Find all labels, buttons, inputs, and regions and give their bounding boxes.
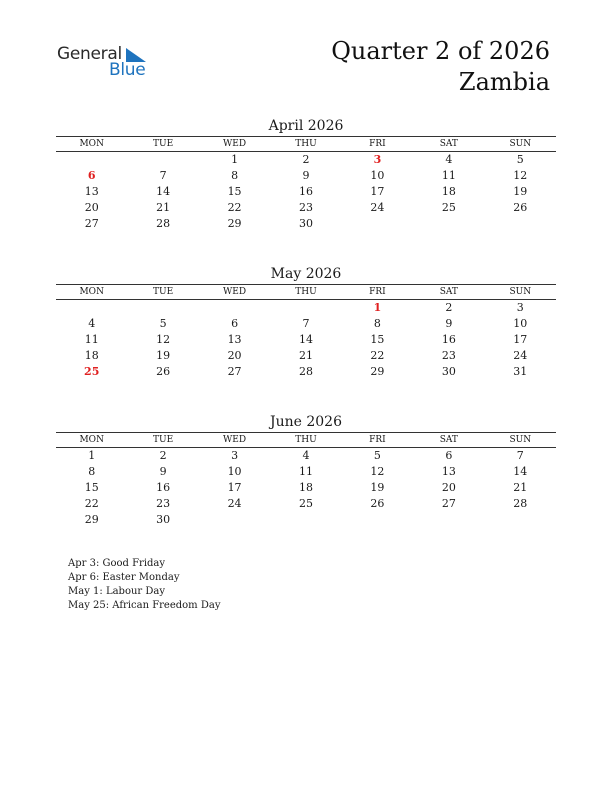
day-cell: 3 [516,301,524,314]
day-cell: 14 [513,465,528,478]
month-title: April 2026 [268,118,344,134]
empty-cell [56,152,127,168]
month-april [56,116,556,232]
day-cell: 12 [156,333,171,346]
weekday-label: SUN [509,435,532,445]
day-cell: 18 [441,185,456,198]
day-cell: 9 [159,465,167,478]
logo [57,44,157,80]
day-cell: 4 [88,317,96,330]
day-cell: 17 [370,185,385,198]
day-cell: 16 [298,185,313,198]
empty-cell [56,300,127,316]
day-cell: 1 [88,449,96,462]
day-cell: 21 [298,349,313,362]
weekday-label: THU [295,435,317,445]
day-cell: 30 [156,513,171,526]
day-cell: 10 [513,317,528,330]
day-cell: 14 [156,185,171,198]
day-cell: 25 [298,497,313,510]
weekday-label: FRI [369,287,386,297]
day-cell: 5 [516,153,524,166]
weekday-label: TUE [153,287,174,297]
weekday-label: FRI [369,139,386,149]
day-cell: 26 [370,497,385,510]
title-block [331,36,550,98]
day-cell: 24 [370,201,385,214]
day-cell: 23 [156,497,171,510]
day-cell: 26 [513,201,528,214]
month-june [56,412,556,528]
day-cell: 29 [227,217,242,230]
day-cell: 7 [302,317,310,330]
weekday-label: THU [295,139,317,149]
weekday-label: THU [295,287,317,297]
empty-cell [127,152,198,168]
logo-word-blue: Blue [109,60,146,80]
day-cell: 5 [373,449,381,462]
day-grid [56,152,556,232]
day-cell: 7 [159,169,167,182]
day-cell: 16 [441,333,456,346]
weekday-label: WED [223,139,247,149]
day-cell: 22 [370,349,385,362]
day-cell: 11 [84,333,99,346]
day-cell: 16 [156,481,171,494]
day-cell: 31 [513,365,528,378]
day-cell: 21 [513,481,528,494]
day-cell: 29 [370,365,385,378]
day-cell: 13 [441,465,456,478]
day-cell: 28 [513,497,528,510]
day-cell: 4 [302,449,310,462]
day-cell: 9 [302,169,310,182]
logo-word-general: General [57,44,122,64]
empty-cell [199,300,270,316]
holiday-note: May 25: African Freedom Day [68,600,221,611]
day-cell: 23 [441,349,456,362]
weekday-label: MON [79,287,104,297]
day-grid [56,300,556,380]
day-cell: 29 [84,513,99,526]
day-cell: 10 [227,465,242,478]
day-cell: 15 [370,333,385,346]
day-cell: 22 [227,201,242,214]
day-cell: 2 [445,301,453,314]
day-cell: 11 [441,169,456,182]
day-cell: 20 [441,481,456,494]
day-cell: 13 [84,185,99,198]
weekday-label: SUN [509,139,532,149]
weekday-label: SUN [509,287,532,297]
day-cell: 25 [441,201,456,214]
month-may [56,264,556,380]
weekday-label: SAT [439,287,458,297]
holiday-note: Apr 3: Good Friday [68,558,166,569]
day-cell: 10 [370,169,385,182]
day-cell: 1 [231,153,239,166]
day-cell: 8 [88,465,96,478]
day-cell: 6 [231,317,239,330]
day-cell: 2 [159,449,167,462]
day-cell: 27 [227,365,242,378]
day-cell: 7 [516,449,524,462]
day-cell: 12 [513,169,528,182]
holiday-note: May 1: Labour Day [68,586,165,597]
weekday-label: FRI [369,435,386,445]
day-cell: 30 [298,217,313,230]
day-cell: 28 [298,365,313,378]
day-cell: 23 [298,201,313,214]
day-cell: 22 [84,497,99,510]
day-cell: 13 [227,333,242,346]
weekday-label: SAT [439,435,458,445]
day-cell: 8 [373,317,381,330]
day-cell: 24 [513,349,528,362]
day-cell: 2 [302,153,310,166]
holiday-day-cell: 3 [373,153,382,166]
day-cell: 19 [370,481,385,494]
day-cell: 21 [156,201,171,214]
day-cell: 17 [227,481,242,494]
weekday-label: SAT [439,139,458,149]
day-cell: 27 [441,497,456,510]
weekday-header [56,284,556,300]
empty-cell [127,300,198,316]
day-cell: 20 [84,201,99,214]
holiday-notes [68,557,220,613]
holiday-day-cell: 6 [87,169,96,182]
weekday-label: MON [79,435,104,445]
quarter-title: Quarter 2 of 2026 [331,37,550,65]
day-cell: 11 [298,465,313,478]
month-title: May 2026 [270,266,342,282]
country-title: Zambia [458,68,550,96]
day-cell: 12 [370,465,385,478]
weekday-label: TUE [153,435,174,445]
day-cell: 17 [513,333,528,346]
day-cell: 18 [84,349,99,362]
day-cell: 18 [298,481,313,494]
day-cell: 28 [156,217,171,230]
day-cell: 24 [227,497,242,510]
holiday-day-cell: 1 [373,301,382,314]
day-cell: 27 [84,217,99,230]
holiday-note: Apr 6: Easter Monday [68,572,180,583]
day-cell: 4 [445,153,453,166]
weekday-label: WED [223,435,247,445]
day-cell: 19 [156,349,171,362]
day-cell: 15 [227,185,242,198]
day-cell: 15 [84,481,99,494]
month-title: June 2026 [269,414,342,430]
day-cell: 5 [159,317,167,330]
holiday-day-cell: 25 [84,365,100,378]
weekday-header [56,136,556,152]
weekday-header [56,432,556,448]
day-cell: 6 [445,449,453,462]
weekday-label: MON [79,139,104,149]
weekday-label: WED [223,287,247,297]
day-cell: 26 [156,365,171,378]
empty-cell [270,300,341,316]
day-cell: 19 [513,185,528,198]
day-cell: 8 [231,169,239,182]
day-cell: 9 [445,317,453,330]
day-cell: 14 [298,333,313,346]
day-cell: 3 [231,449,239,462]
day-cell: 20 [227,349,242,362]
day-grid [56,448,556,528]
weekday-label: TUE [153,139,174,149]
day-cell: 30 [441,365,456,378]
